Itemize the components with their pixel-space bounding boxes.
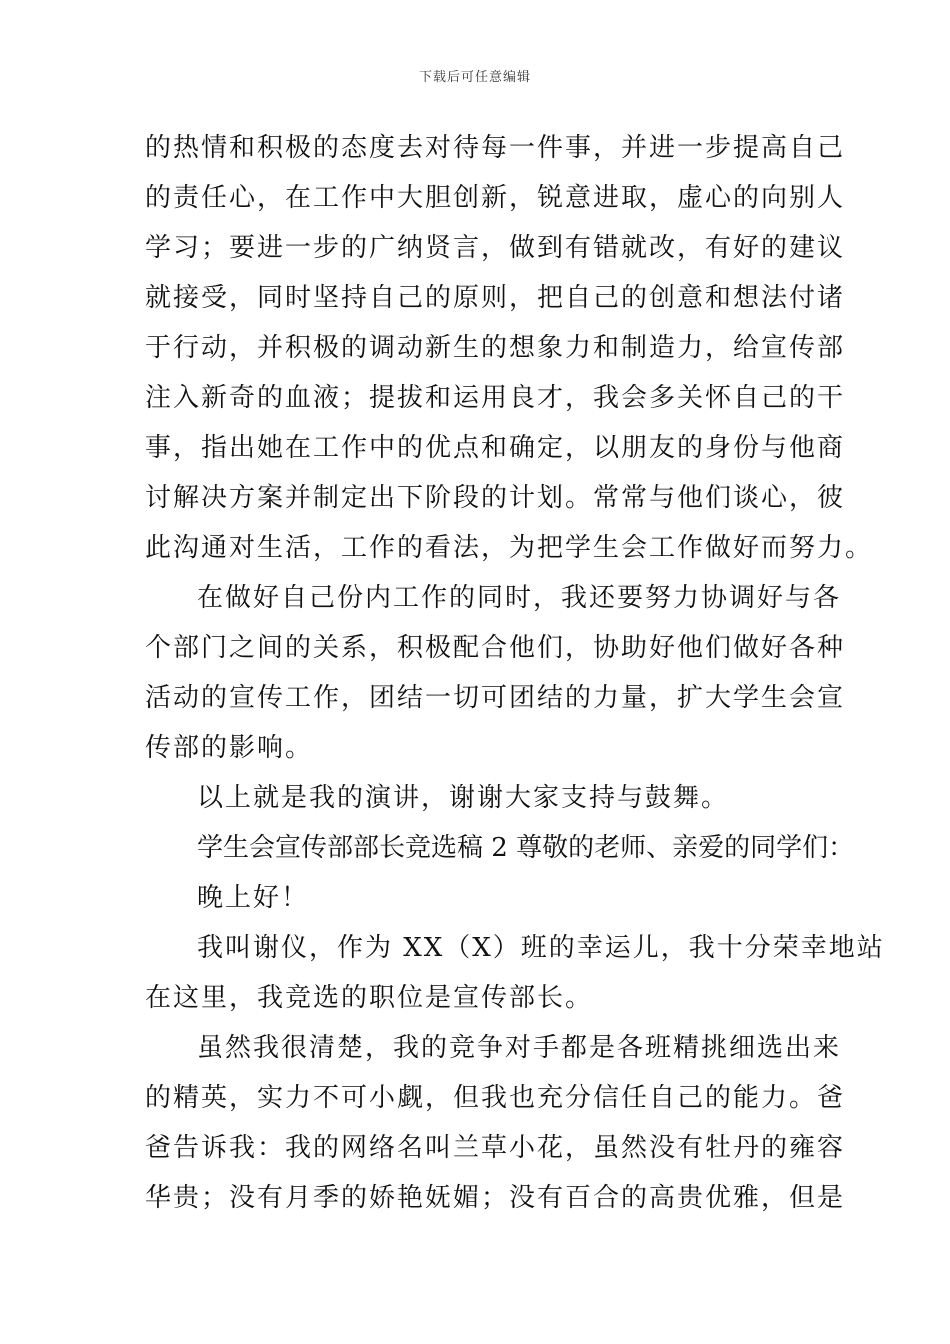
text-line: 活动的宣传工作，团结一切可团结的力量，扩大学生会宣 <box>145 683 846 713</box>
text-line: 爸告诉我：我的网络名叫兰草小花，虽然没有牡丹的雍容 <box>145 1133 846 1163</box>
text-line: 我叫谢仪，作为 XX（X）班的幸运儿，我十分荣幸地站 <box>197 933 885 963</box>
text-line: 学习；要进一步的广纳贤言，做到有错就改，有好的建议 <box>145 233 846 263</box>
text-line: 华贵；没有月季的娇艳妩媚；没有百合的高贵优雅，但是 <box>145 1183 846 1213</box>
text-line: 就接受，同时坚持自己的原则，把自己的创意和想法付诸 <box>145 283 846 313</box>
text-line: 在这里，我竞选的职位是宣传部长。 <box>145 983 594 1013</box>
page-header-note: 下载后可任意编辑 <box>418 70 531 85</box>
text-line: 在做好自己份内工作的同时，我还要努力协调好与各 <box>197 583 842 613</box>
text-line: 讨解决方案并制定出下阶段的计划。常常与他们谈心，彼 <box>145 483 846 513</box>
text-line: 的精英，实力不可小觑，但我也充分信任自己的能力。爸 <box>145 1083 846 1113</box>
text-line: 事，指出她在工作中的优点和确定，以朋友的身份与他商 <box>145 433 846 463</box>
text-line: 虽然我很清楚，我的竞争对手都是各班精挑细选出来 <box>197 1033 842 1063</box>
text-line: 的热情和积极的态度去对待每一件事，并进一步提高自己 <box>145 133 846 163</box>
text-line: 晚上好！ <box>197 883 310 913</box>
text-line: 学生会宣传部部长竞选稿 2 尊敬的老师、亲爱的同学们： <box>197 833 855 863</box>
text-line: 此沟通对生活，工作的看法，为把学生会工作做好而努力。 <box>145 533 874 563</box>
text-line: 注入新奇的血液；提拔和运用良才，我会多关怀自己的干 <box>145 383 846 413</box>
text-line: 的责任心，在工作中大胆创新，锐意进取，虚心的向别人 <box>145 183 846 213</box>
text-line: 于行动，并积极的调动新生的想象力和制造力，给宣传部 <box>145 333 846 363</box>
text-line: 个部门之间的关系，积极配合他们，协助好他们做好各种 <box>145 633 846 663</box>
text-line: 传部的影响。 <box>145 733 314 763</box>
text-line: 以上就是我的演讲，谢谢大家支持与鼓舞。 <box>197 783 730 813</box>
